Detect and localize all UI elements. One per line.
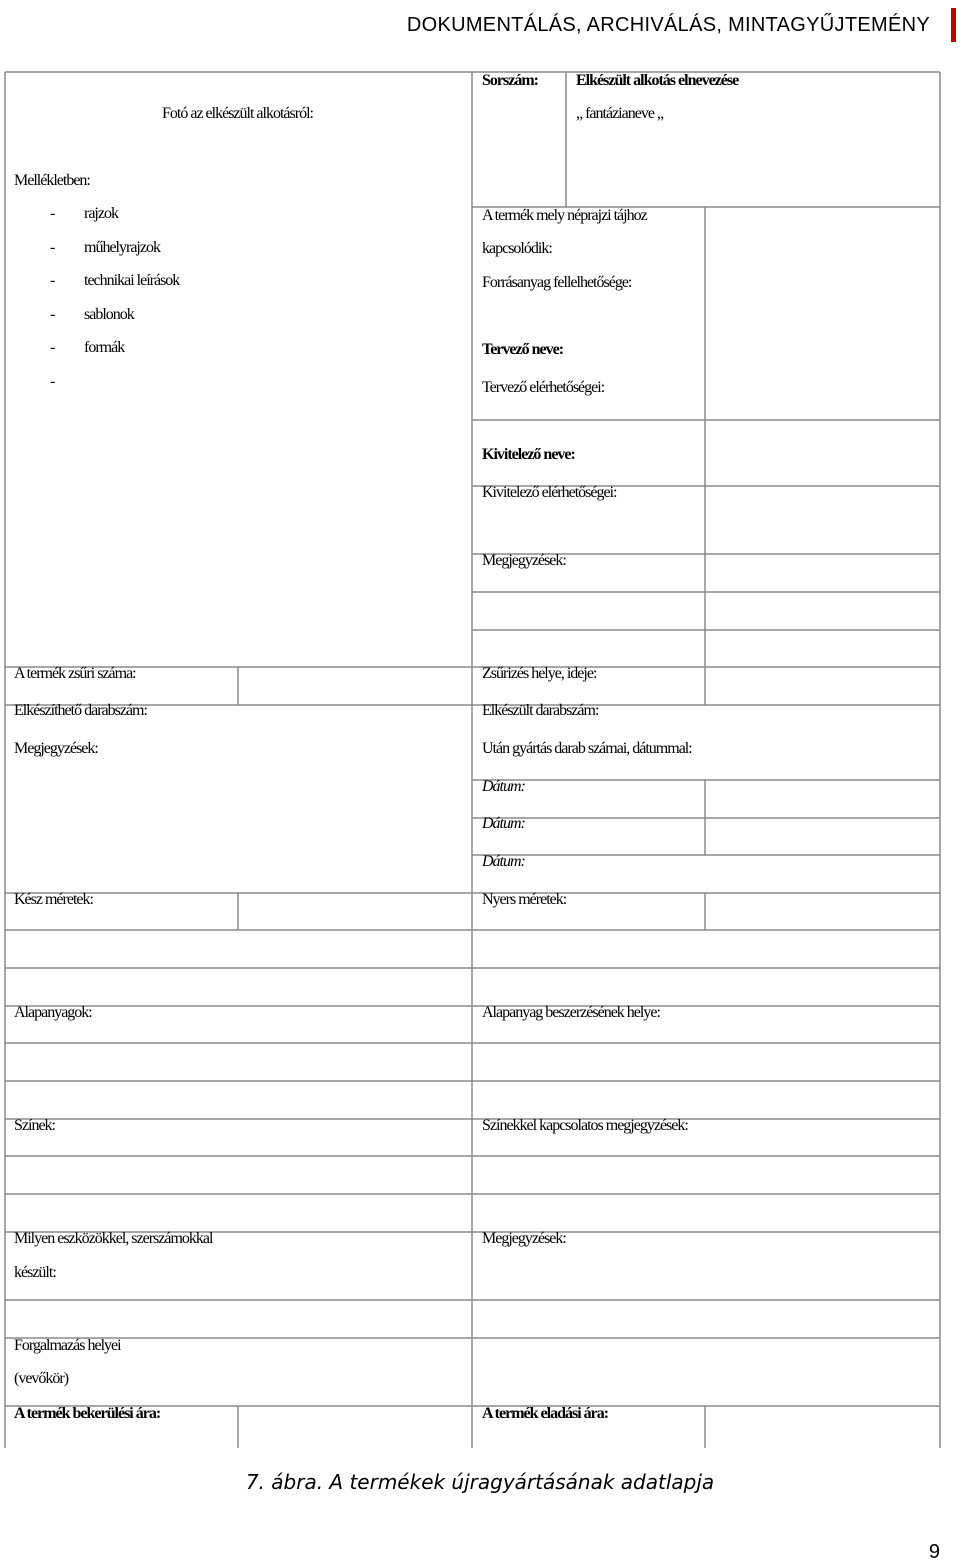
materials-label: Alapanyagok:	[14, 1004, 92, 1021]
maker-contact-label: Kivitelező elérhetőségei:	[482, 484, 617, 501]
page-header: DOKUMENTÁLÁS, ARCHIVÁLÁS, MINTAGYŰJTEMÉNY	[406, 14, 930, 36]
made-count-label: Elkészült darabszám:	[482, 702, 599, 719]
designer-name-label: Tervező neve:	[482, 341, 564, 358]
distribution-label-1: Forgalmazás helyei	[14, 1337, 121, 1354]
colors-label: Színek:	[14, 1117, 55, 1134]
tools-label-1: Milyen eszközökkel, szerszámokkal	[14, 1230, 213, 1247]
date-label: Dátum:	[482, 815, 525, 832]
designer-contact-label: Tervező elérhetőségei:	[482, 379, 605, 396]
region-label-2: kapcsolódik:	[482, 240, 552, 257]
raw-size-label: Nyers méretek:	[482, 891, 567, 908]
notes-mid-label: Megjegyzések:	[14, 740, 98, 757]
date-label: Dátum:	[482, 853, 525, 870]
attachment-item: technikai leírások	[84, 272, 180, 289]
maker-name-label: Kivitelező neve:	[482, 446, 575, 463]
distribution-label-2: (vevőkör)	[14, 1370, 69, 1387]
artwork-name-label: Elkészült alkotás elnevezése	[576, 72, 739, 89]
artwork-name-sub: „ fantázianeve „	[576, 105, 664, 122]
jury-number-label: A termék zsűri száma:	[14, 665, 136, 682]
cost-price-label: A termék bekerülési ára:	[14, 1405, 161, 1422]
source-label: Forrásanyag fellelhetősége:	[482, 274, 632, 291]
attachment-item: rajzok	[84, 205, 118, 222]
attachment-item: formák	[84, 339, 125, 356]
producible-count-label: Elkészíthető darabszám:	[14, 702, 147, 719]
notes-top-label: Megjegyzések:	[482, 552, 566, 569]
finished-size-label: Kész méretek:	[14, 891, 93, 908]
region-label-1: A termék mely néprajzi tájhoz	[482, 207, 647, 224]
jury-place-label: Zsűrizés helye, ideje:	[482, 665, 597, 682]
attachment-item: műhelyrajzok	[84, 239, 160, 256]
attachment-item: sablonok	[84, 306, 134, 323]
page-number: 9	[928, 1541, 940, 1563]
date-label: Dátum:	[482, 778, 525, 795]
materials-source-label: Alapanyag beszerzésének helye:	[482, 1004, 660, 1021]
notes-tools-label: Megjegyzések:	[482, 1230, 566, 1247]
photo-label: Fotó az elkészült alkotásról:	[162, 105, 313, 122]
sale-price-label: A termék eladási ára:	[482, 1405, 609, 1422]
tools-label-2: készült:	[14, 1264, 56, 1281]
attachments-label: Mellékletben:	[14, 172, 90, 189]
reproduction-label: Után gyártás darab számai, dátummal:	[482, 740, 692, 757]
colors-notes-label: Színekkel kapcsolatos megjegyzések:	[482, 1117, 688, 1134]
figure-caption: 7. ábra. A termékek újragyártásának adatlapja	[245, 1470, 715, 1494]
serial-label: Sorszám:	[482, 72, 538, 89]
